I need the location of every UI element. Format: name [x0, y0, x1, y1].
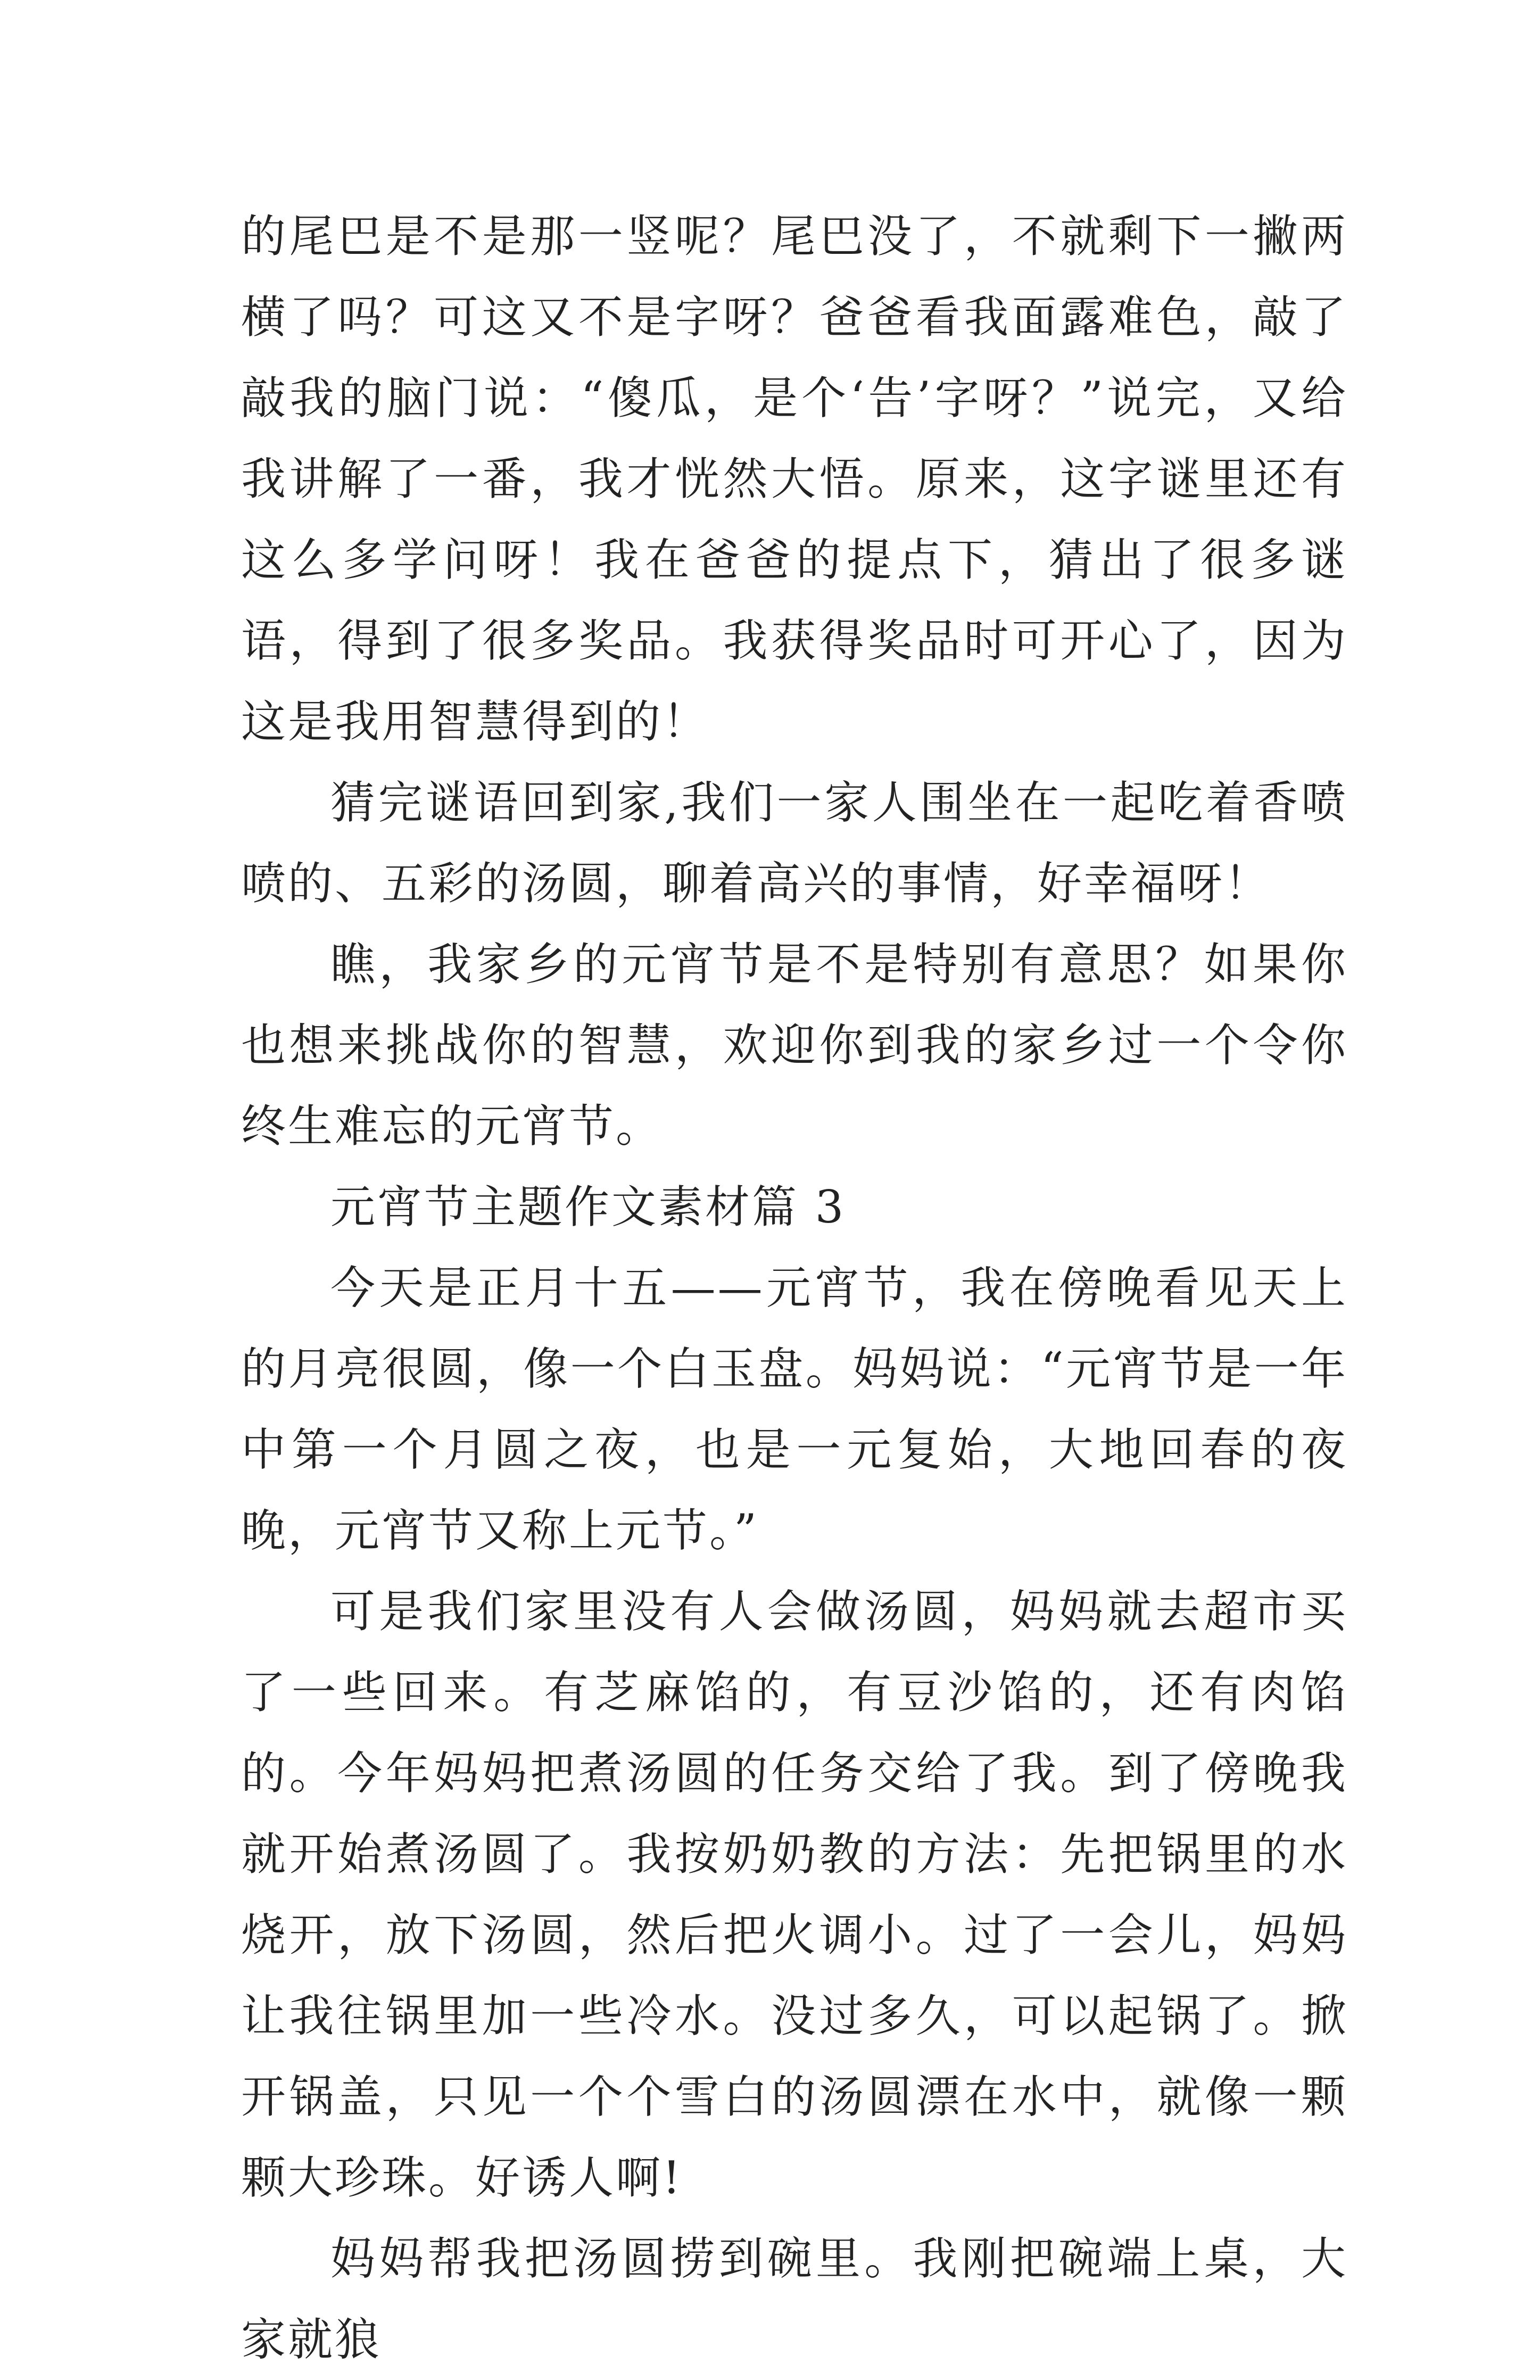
- paragraph-1: 的尾巴是不是那一竖呢？尾巴没了，不就剩下一撇两横了吗？可这又不是字呀？爸爸看我面露难色，敲了敲我的脑门说：“傻瓜，是个‘告’字呀？”说完，又给我讲解了一番，我才恍然大悟。原来，这字谜里还有这么多学问呀！我在爸爸的提点下，猜出了很多谜语，得到了很多奖品。我获得奖品时可开心了，因为这是我用智慧得到的！: [241, 210, 1348, 748]
- paragraph-4: 今天是正月十五——元宵节，我在傍晚看见天上的月亮很圆，像一个白玉盘。妈妈说：“元宵节是一年中第一个月圆之夜，也是一元复始，大地回春的夜晚，元宵节又称上元节。”: [241, 1262, 1348, 1557]
- paragraph-2: 猜完谜语回到家,我们一家人围坐在一起吃着香喷喷的、五彩的汤圆，聊着高兴的事情，好幸福呀！: [241, 776, 1348, 910]
- paragraph-3: 瞧，我家乡的元宵节是不是特别有意思？如果你也想来挑战你的智慧，欢迎你到我的家乡过一个令你终生难忘的元宵节。: [241, 938, 1348, 1152]
- paragraph-6: 妈妈帮我把汤圆捞到碗里。我刚把碗端上桌，大家就狼: [241, 2233, 1348, 2366]
- paragraph-5: 可是我们家里没有人会做汤圆，妈妈就去超市买了一些回来。有芝麻馅的，有豆沙馅的，还有肉馅的。今年妈妈把煮汤圆的任务交给了我。到了傍晚我就开始煮汤圆了。我按奶奶教的方法：先把锅里的水烧开，放下汤圆，然后把火调小。过了一会儿，妈妈让我往锅里加一些冷水。没过多久，可以起锅了。掀开锅盖，只见一个个雪白的汤圆漂在水中，就像一颗颗大珍珠。好诱人啊!: [241, 1585, 1348, 2204]
- body-text: [241, 196, 1348, 2380]
- section-heading: 元宵节主题作文素材篇 3: [330, 1181, 846, 1233]
